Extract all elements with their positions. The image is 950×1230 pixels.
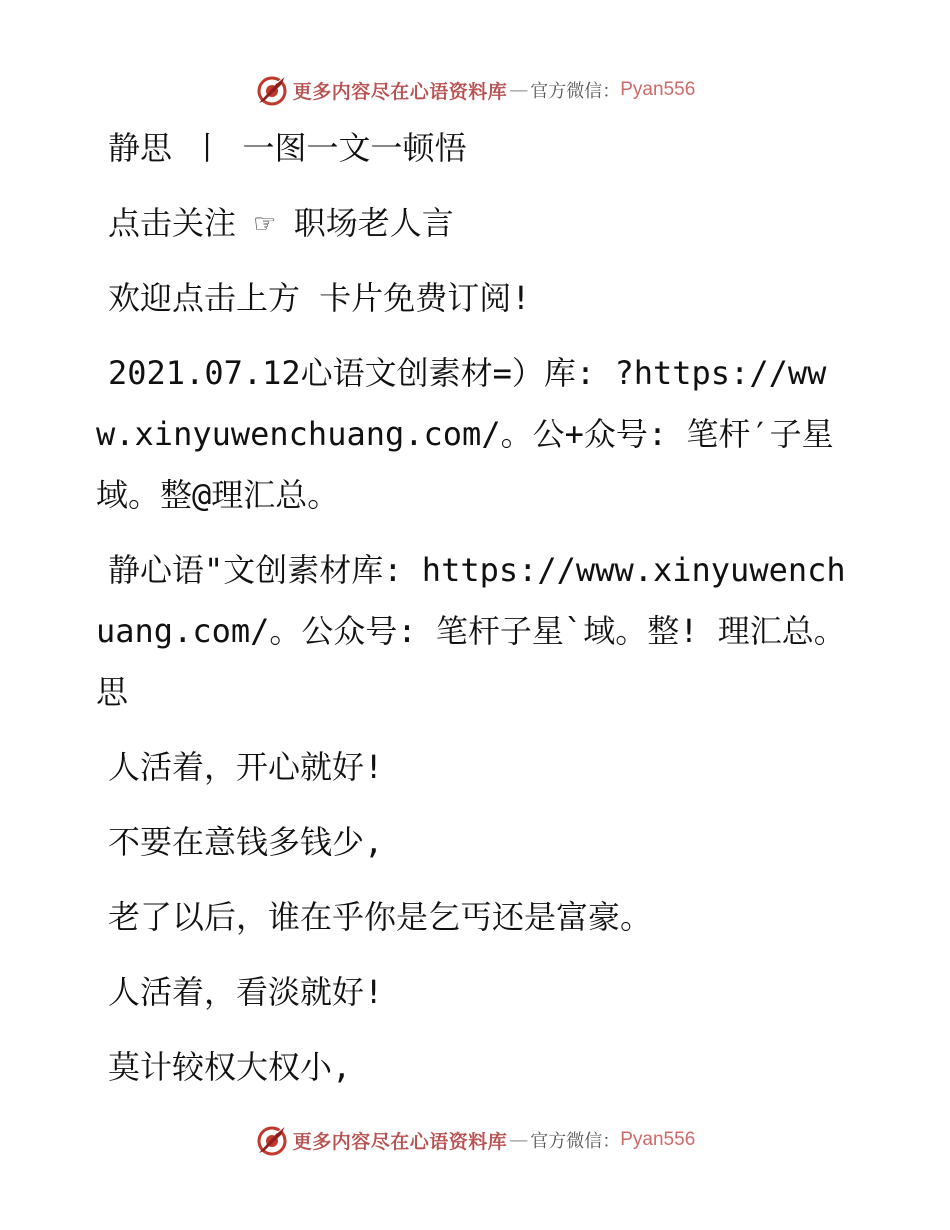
banner-title: 更多内容尽在心语资料库 [292, 1130, 508, 1153]
banner-dash: — [509, 1129, 529, 1151]
paragraph-line-4: 人活着，看淡就好! [108, 973, 384, 1011]
banner-title: 更多内容尽在心语资料库 [292, 80, 508, 103]
paragraph-source-2: 静心语"文创素材库: https://www.xinyuwenchuang.com/。公众号: 笔杆子星`域。整! 理汇总。 思 [96, 551, 865, 711]
banner-dash: — [509, 79, 529, 101]
paragraph-subscribe: 欢迎点击上方 卡片免费订阅! [108, 279, 531, 317]
banner-wechat-label: 官方微信： [530, 81, 621, 102]
quill-seal-logo-icon [255, 1123, 289, 1157]
paragraph-line-1: 人活着，开心就好! [108, 748, 384, 786]
paragraph-title: 静思 丨 一图一文一顿悟 [108, 129, 467, 167]
banner-wechat-id: Pyan556 [620, 79, 696, 100]
paragraph-line-3: 老了以后，谁在乎你是乞丐还是富豪。 [108, 898, 653, 936]
banner-wechat-id: Pyan556 [620, 1129, 696, 1150]
paragraph-follow: 点击关注 ☞ 职场老人言 [108, 204, 454, 242]
paragraph-line-5: 莫计较权大权小, [108, 1048, 352, 1086]
banner-wechat-label: 官方微信： [530, 1131, 621, 1152]
footer-banner [0, 1120, 950, 1160]
paragraph-line-2: 不要在意钱多钱少, [108, 823, 384, 861]
paragraph-source-1: 2021.07.12心语文创素材=）库: ?https://www.xinyuwenchuang.com/。公+众号: 笔杆′子星域。整@理汇总。 [96, 354, 834, 514]
header-banner [0, 70, 950, 110]
quill-seal-logo-icon [255, 73, 289, 107]
document-body [96, 118, 865, 1112]
